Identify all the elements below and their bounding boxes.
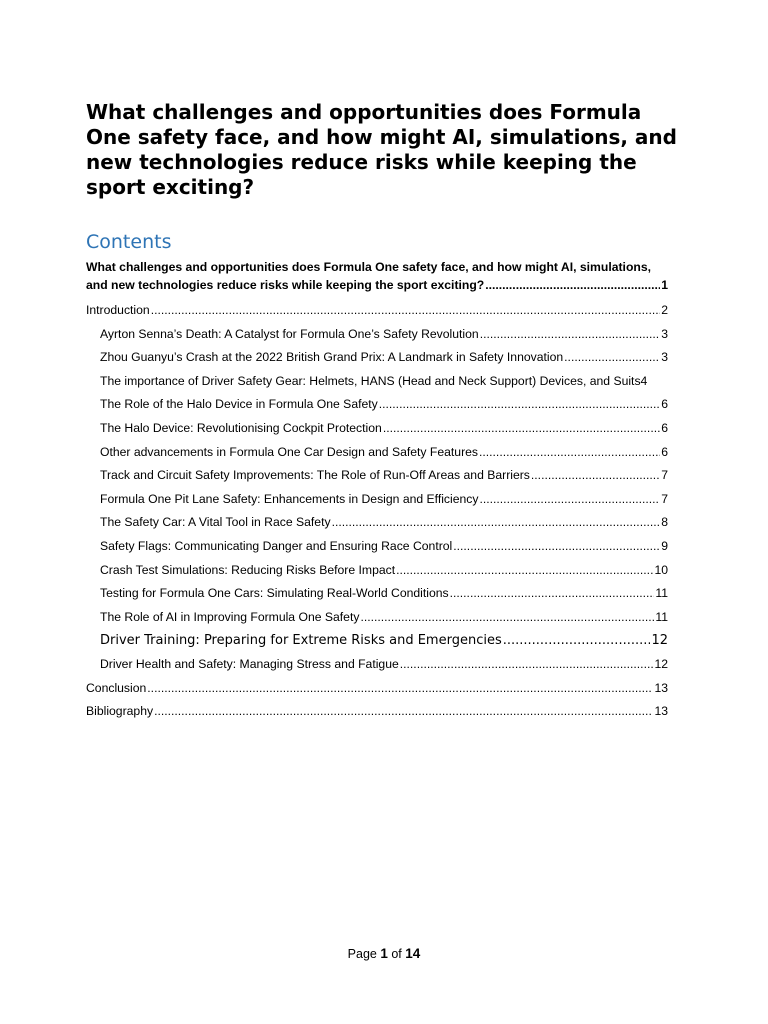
footer-page-word: Page bbox=[347, 947, 377, 961]
toc-entry-crash-test[interactable] bbox=[86, 559, 668, 583]
toc-entry-text: Safety Flags: Communicating Danger and Ensuring Race Control bbox=[100, 538, 453, 553]
toc-page-number: 12 bbox=[654, 656, 668, 671]
toc-entry-senna[interactable] bbox=[86, 323, 668, 347]
toc-entry-safety-car[interactable] bbox=[86, 511, 668, 535]
toc-entry-text: Zhou Guanyu’s Crash at the 2022 British Grand Prix: A Landmark in Safety Innovation bbox=[100, 350, 564, 365]
toc-entry-text: Conclusion bbox=[86, 680, 147, 695]
toc-entry-text: Other advancements in Formula One Car Design and Safety Features bbox=[100, 444, 478, 459]
toc-leader bbox=[147, 677, 653, 701]
toc-page-number: 6 bbox=[661, 444, 668, 459]
toc-entry-conclusion[interactable] bbox=[86, 677, 668, 701]
toc-page-number: 4 bbox=[640, 373, 648, 388]
toc-leader bbox=[531, 464, 660, 488]
toc-page-number: 11 bbox=[655, 609, 668, 624]
toc-leader bbox=[360, 606, 654, 630]
toc-entry-title-line2: and new technologies reduce risks while keeping the sport exciting? bbox=[86, 278, 485, 292]
toc-entry-zhou[interactable] bbox=[86, 346, 668, 370]
toc-entry-track-safety[interactable] bbox=[86, 464, 668, 488]
toc-entry-safety-gear[interactable] bbox=[86, 370, 668, 394]
toc-leader bbox=[485, 276, 660, 294]
toc-page-number: 7 bbox=[661, 468, 668, 483]
toc-page-number: 2 bbox=[661, 303, 668, 317]
toc-entry-text: Driver Training: Preparing for Extreme Risks and Emergencies bbox=[100, 633, 502, 649]
toc-entry-text: Track and Circuit Safety Improvements: The Role of Run-Off Areas and Barriers bbox=[100, 468, 530, 483]
toc-entry-introduction[interactable] bbox=[86, 299, 668, 323]
toc-leader bbox=[151, 299, 661, 323]
document-title: What challenges and opportunities does Formula One safety face, and how might AI, simulations, and new technologies reduce risks while keeping the sport exciting? bbox=[86, 100, 677, 199]
toc-page-number: 7 bbox=[661, 491, 668, 506]
toc-entry-safety-flags[interactable] bbox=[86, 535, 668, 559]
toc-leader bbox=[383, 417, 660, 441]
footer-total-pages: 14 bbox=[405, 946, 421, 961]
toc-page-number: 1 bbox=[661, 278, 668, 292]
toc-entry-text: Crash Test Simulations: Reducing Risks Before Impact bbox=[100, 562, 396, 577]
toc-leader bbox=[450, 582, 655, 606]
toc-entry-title[interactable] bbox=[86, 258, 668, 294]
toc-leader bbox=[503, 629, 651, 653]
toc-entry-ai-role[interactable] bbox=[86, 606, 668, 630]
toc-entry-text: Introduction bbox=[86, 303, 150, 317]
toc-entry-driver-health[interactable] bbox=[86, 653, 668, 677]
toc-page-number: 13 bbox=[654, 680, 668, 695]
toc-leader bbox=[564, 346, 660, 370]
toc-entry-text: Testing for Formula One Cars: Simulating Real-World Conditions bbox=[100, 586, 449, 601]
toc-entry-title-line1: What challenges and opportunities does Formula One safety face, and how might AI, simulations, bbox=[86, 260, 651, 274]
toc-leader bbox=[332, 511, 661, 535]
toc-entry-text: Formula One Pit Lane Safety: Enhancements in Design and Efficiency bbox=[100, 491, 479, 506]
footer-current-page: 1 bbox=[380, 946, 388, 961]
toc-entry-bibliography[interactable] bbox=[86, 700, 668, 724]
toc-leader bbox=[154, 700, 653, 724]
toc-leader bbox=[480, 323, 661, 347]
toc-page-number: 12 bbox=[651, 633, 668, 649]
contents-heading: Contents bbox=[86, 231, 172, 253]
page-footer bbox=[0, 946, 768, 961]
toc-page-number: 3 bbox=[661, 326, 668, 341]
toc-page-number: 8 bbox=[661, 515, 668, 530]
toc-entry-pit-lane[interactable] bbox=[86, 488, 668, 512]
toc-entry-text: The Safety Car: A Vital Tool in Race Safety bbox=[100, 515, 331, 530]
toc-entry-testing[interactable] bbox=[86, 582, 668, 606]
toc-page-number: 13 bbox=[654, 704, 668, 719]
toc-page-number: 11 bbox=[655, 586, 668, 601]
toc-entry-text: The Role of the Halo Device in Formula One Safety bbox=[100, 397, 378, 412]
toc-leader bbox=[479, 441, 660, 465]
toc-entry-halo-device[interactable] bbox=[86, 417, 668, 441]
toc-entry-driver-training[interactable] bbox=[86, 629, 668, 653]
toc-page-number: 9 bbox=[661, 538, 668, 553]
toc-page-number: 6 bbox=[661, 397, 668, 412]
toc-entry-car-design[interactable] bbox=[86, 441, 668, 465]
toc-page-number: 10 bbox=[654, 562, 668, 577]
toc-leader bbox=[379, 393, 660, 417]
toc-entry-text: Bibliography bbox=[86, 704, 154, 719]
toc-entry-text: The importance of Driver Safety Gear: Helmets, HANS (Head and Neck Support) Devices, and Suits bbox=[100, 373, 641, 388]
toc-entry-halo-role[interactable] bbox=[86, 393, 668, 417]
toc-entry-text: The Halo Device: Revolutionising Cockpit Protection bbox=[100, 420, 382, 435]
toc-leader bbox=[479, 488, 660, 512]
toc-leader bbox=[396, 559, 653, 583]
toc-page-number: 3 bbox=[661, 350, 668, 365]
table-of-contents bbox=[86, 258, 668, 724]
toc-entry-text: Driver Health and Safety: Managing Stress and Fatigue bbox=[100, 656, 399, 671]
toc-leader bbox=[400, 653, 654, 677]
toc-entry-text: The Role of AI in Improving Formula One Safety bbox=[100, 609, 360, 624]
toc-leader bbox=[453, 535, 660, 559]
footer-of-word: of bbox=[391, 947, 402, 961]
toc-page-number: 6 bbox=[661, 420, 668, 435]
toc-entry-text: Ayrton Senna’s Death: A Catalyst for Formula One’s Safety Revolution bbox=[100, 326, 479, 341]
